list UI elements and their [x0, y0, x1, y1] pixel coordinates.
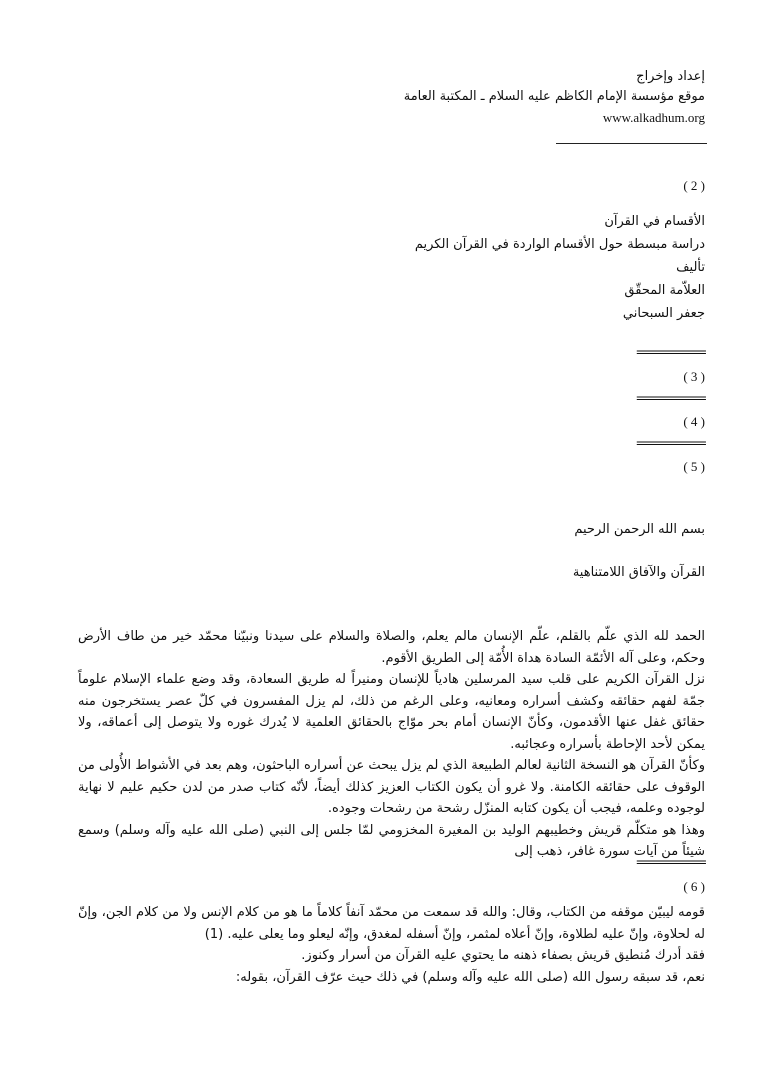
paragraph: وكأنّ القرآن هو النسخة الثانية لعالم الطبيعة الذي لم يزل يبحث عن أسراره الباحثون، وهم بعد في الأشواط الأُولى من الوقوف على حقائقه الكامنة. ولا غرو أن يكون الكتاب العزيز كذلك أيضاً، لأنّه كتاب صدر من لدن حكيم عليم لا نهاية لوجوده وعلمه، فيجب أن يكون كتابه المنزّل رشحة من رشحات وجوده.: [78, 758, 705, 816]
authorship-label: تأليف: [676, 260, 705, 275]
header-line-1: إعداد وإخراج: [636, 69, 705, 84]
paragraph: وهذا هو متكلّم قريش وخطيبهم الوليد بن المغيرة المخزومي لمّا جلس إلى النبي (صلى الله عليه وآله وسلم) وسمع شيئاً من آيات سورة غافر، ذهب إلى: [78, 822, 705, 859]
book-subtitle: دراسة مبسطة حول الأقسام الواردة في القرآن الكريم: [414, 237, 705, 252]
header-divider: [556, 143, 707, 144]
paragraph: قومه ليبيّن موقفه من الكتاب، وقال: والله قد سمعت من محمّد آنفاً كلاماً ما هو من كلام الإنس ولا من كلام الجن، وإنّ له لحلاوة، وإنّ عليه لطلاوة، وإنّ أعلاه لمثمر، وإنّ أسفله لمغدق، وإنّه ليعلو وما يعلى عليه. (1): [78, 905, 705, 942]
author-honorific: العلاّمة المحقّق: [624, 283, 705, 298]
page-number-5: ( 5 ): [683, 459, 705, 474]
basmala: بسم الله الرحمن الرحيم: [574, 522, 705, 537]
paragraph: نعم، قد سبقه رسول الله (صلى الله عليه وآله وسلم) في ذلك حيث عرّف القرآن، بقوله:: [235, 969, 705, 985]
page-number-2: ( 2 ): [683, 178, 705, 193]
page-number-6: ( 6 ): [683, 879, 705, 894]
header-url: www.alkadhum.org: [602, 110, 705, 125]
author-name: جعفر السبحاني: [622, 306, 705, 321]
separator-equals: ============: [636, 436, 705, 450]
paragraph: الحمد لله الذي علّم بالقلم، علّم الإنسان مالم يعلم، والصلاة والسلام على سيدنا ونبيّنا محمّد خير من طاف الأرض وحكم، وعلى آله الأئمّة السادة هداة الأُمّة إلى الطريق الأقوم.: [78, 629, 705, 666]
separator-equals: ============: [636, 855, 705, 869]
separator-equals: ============: [636, 391, 705, 405]
page-number-4: ( 4 ): [683, 414, 705, 429]
paragraph: نزل القرآن الكريم على قلب سيد المرسلين هادياً للإنسان ومنيراً له طريق السعادة، وقد وضع علماء الإسلام علوماً جمّة لفهم حقائقه وكشف أسراره ومعانيه، وعلى الرغم من ذلك، لم يزل المفسرون في كلّ عصر يستخرجون منه حقائق غفل عنها الأقدمون، وكأنّ الإنسان أمام بحر موّاج بالحقائق العلمية لا يُدرك غوره ولا يتوصل إلى أعماقه، ولا يمكن لأحد الإحاطة بأسراره وعجائبه.: [78, 672, 705, 752]
section-heading: القرآن والآفاق اللامتناهية: [572, 565, 705, 580]
paragraph: فقد أدرك مُنطيق قريش بصفاء ذهنه ما يحتوي عليه القرآن من أسرار وكنوز.: [301, 948, 705, 963]
page-number-3: ( 3 ): [683, 369, 705, 384]
header-line-2: موقع مؤسسة الإمام الكاظم عليه السلام ـ المكتبة العامة: [403, 89, 705, 104]
body-text-block-1: [78, 626, 705, 863]
book-title: الأقسام في القرآن: [604, 214, 705, 229]
body-text-block-2: [78, 902, 705, 988]
separator-equals: ============: [636, 345, 705, 359]
